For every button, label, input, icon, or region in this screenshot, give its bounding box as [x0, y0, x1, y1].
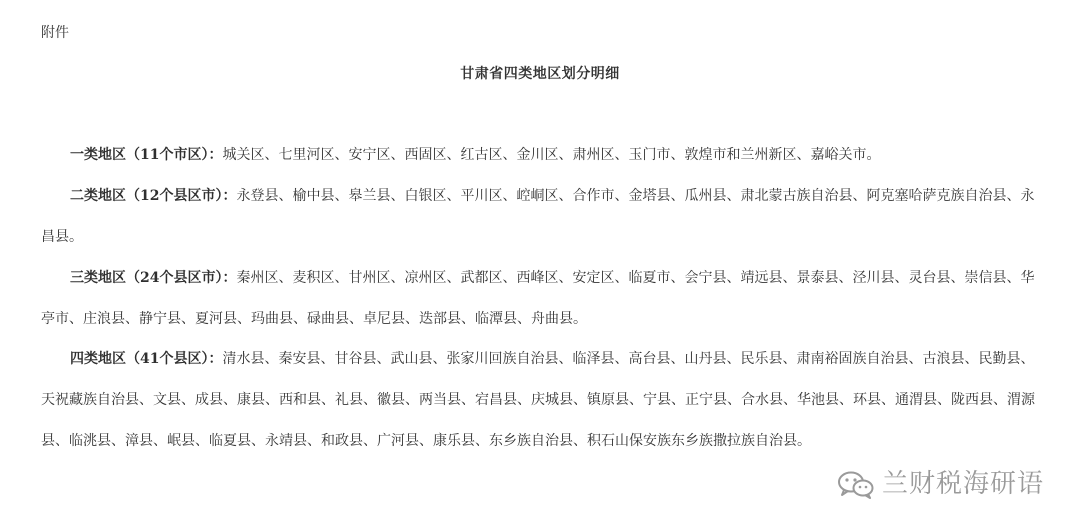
wechat-icon	[836, 469, 876, 499]
section-content: 清水县、秦安县、甘谷县、武山县、张家川回族自治县、临泽县、高台县、山丹县、民乐县、肃南裕固族自治县、古浪县、民勤县、天祝藏族自治县、文县、成县、康县、西和县、礼县、徽县、两当县、宕昌县、庆城县、镇原县、宁县、正宁县、合水县、华池县、环县、通渭县、陇西县、渭源县、临洮县、漳县、岷县、临夏县、永靖县、和政县、广河县、康乐县、东乡族自治县、积石山保安族东乡族撒拉族自治县。	[41, 351, 1035, 449]
section-heading: 三类地区（24个县区市）：	[70, 270, 237, 286]
section-content: 秦州区、麦积区、甘州区、凉州区、武都区、西峰区、安定区、临夏市、会宁县、靖远县、景泰县、泾川县、灵台县、崇信县、华亭市、庄浪县、静宁县、夏河县、玛曲县、碌曲县、卓尼县、迭部县、临潭县、舟曲县。	[41, 270, 1035, 327]
section-class-3	[41, 258, 1041, 340]
watermark	[836, 466, 1044, 502]
section-content: 永登县、榆中县、皋兰县、白银区、平川区、崆峒区、合作市、金塔县、瓜州县、肃北蒙古族自治县、阿克塞哈萨克族自治县、永昌县。	[41, 188, 1035, 245]
watermark-text: 兰财税海研语	[881, 469, 1044, 499]
section-class-2	[41, 176, 1041, 258]
section-heading: 四类地区（41个县区）：	[70, 351, 223, 367]
section-class-1	[41, 135, 1041, 176]
document-title: 甘肃省四类地区划分明细	[460, 66, 620, 82]
section-heading: 二类地区（12个县区市）：	[70, 188, 237, 204]
section-class-4	[41, 339, 1041, 462]
section-content: 城关区、七里河区、安宁区、西固区、红古区、金川区、肃州区、玉门市、敦煌市和兰州新区、嘉峪关市。	[222, 147, 881, 163]
section-heading: 一类地区（11个市区）：	[70, 147, 223, 163]
attachment-label: 附件	[41, 25, 69, 41]
